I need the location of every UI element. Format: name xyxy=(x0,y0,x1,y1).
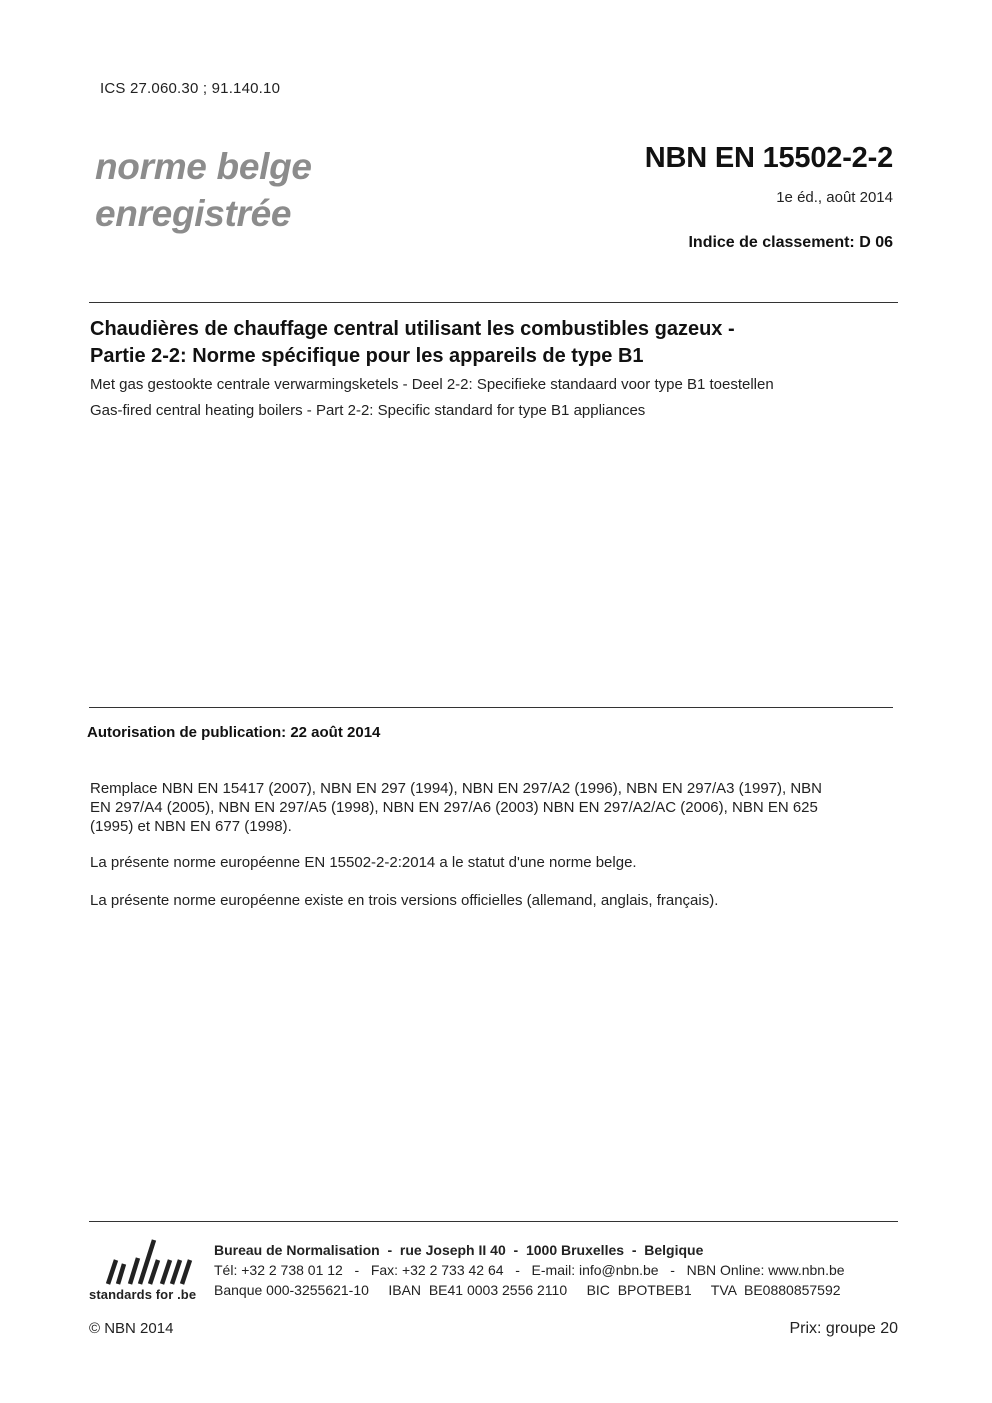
footer-bank-details: Banque 000-3255621-10 IBAN BE41 0003 2556 2110 BIC BPOTBEB1 TVA BE0880857592 xyxy=(214,1282,841,1298)
copyright: © NBN 2014 xyxy=(89,1320,174,1337)
french-title-line-2: Partie 2-2: Norme spécifique pour les appareils de type B1 xyxy=(90,345,644,367)
ics-code: ICS 27.060.30 ; 91.140.10 xyxy=(100,80,281,97)
footer-address: Bureau de Normalisation - rue Joseph II 40 - 1000 Bruxelles - Belgique xyxy=(214,1242,704,1258)
publication-authorisation: Autorisation de publication: 22 août 2014 xyxy=(87,724,381,741)
french-title xyxy=(90,316,910,370)
dutch-title: Met gas gestookte centrale verwarmingsketels - Deel 2-2: Specifieke standaard voor type B1 toestellen xyxy=(90,376,774,393)
replaces-line-2: EN 297/A4 (2005), NBN EN 297/A5 (1998), NBN EN 297/A6 (2003) NBN EN 297/A2/AC (2006), NBN EN 625 xyxy=(90,799,818,816)
standard-code: NBN EN 15502-2-2 xyxy=(644,142,893,174)
versions-paragraph: La présente norme européenne existe en trois versions officielles (allemand, anglais, français). xyxy=(90,892,719,909)
edition-date: 1e éd., août 2014 xyxy=(776,189,893,206)
divider-top xyxy=(89,302,898,303)
replaces-paragraph xyxy=(90,779,905,836)
logo-tagline: standards for .be xyxy=(89,1287,197,1302)
divider-footer xyxy=(89,1221,898,1222)
status-paragraph: La présente norme européenne EN 15502-2-2:2014 a le statut d'une norme belge. xyxy=(90,854,637,871)
brand-title xyxy=(95,143,312,237)
footer-contact: Tél: +32 2 738 01 12 - Fax: +32 2 733 42 64 - E-mail: info@nbn.be - NBN Online: www.nbn.be xyxy=(214,1262,845,1278)
french-title-line-1: Chaudières de chauffage central utilisant les combustibles gazeux - xyxy=(90,318,735,340)
brand-line-1: norme belge xyxy=(95,146,312,187)
english-title: Gas-fired central heating boilers - Part 2-2: Specific standard for type B1 appliances xyxy=(90,402,646,419)
replaces-line-3: (1995) et NBN EN 677 (1998). xyxy=(90,818,292,835)
brand-line-2: enregistrée xyxy=(95,193,292,234)
divider-middle xyxy=(89,707,893,708)
replaces-line-1: Remplace NBN EN 15417 (2007), NBN EN 297 (1994), NBN EN 297/A2 (1996), NBN EN 297/A3 (1997), NBN xyxy=(90,780,823,797)
classification-index: Indice de classement: D 06 xyxy=(688,234,893,251)
price-group: Prix: groupe 20 xyxy=(789,1320,898,1337)
